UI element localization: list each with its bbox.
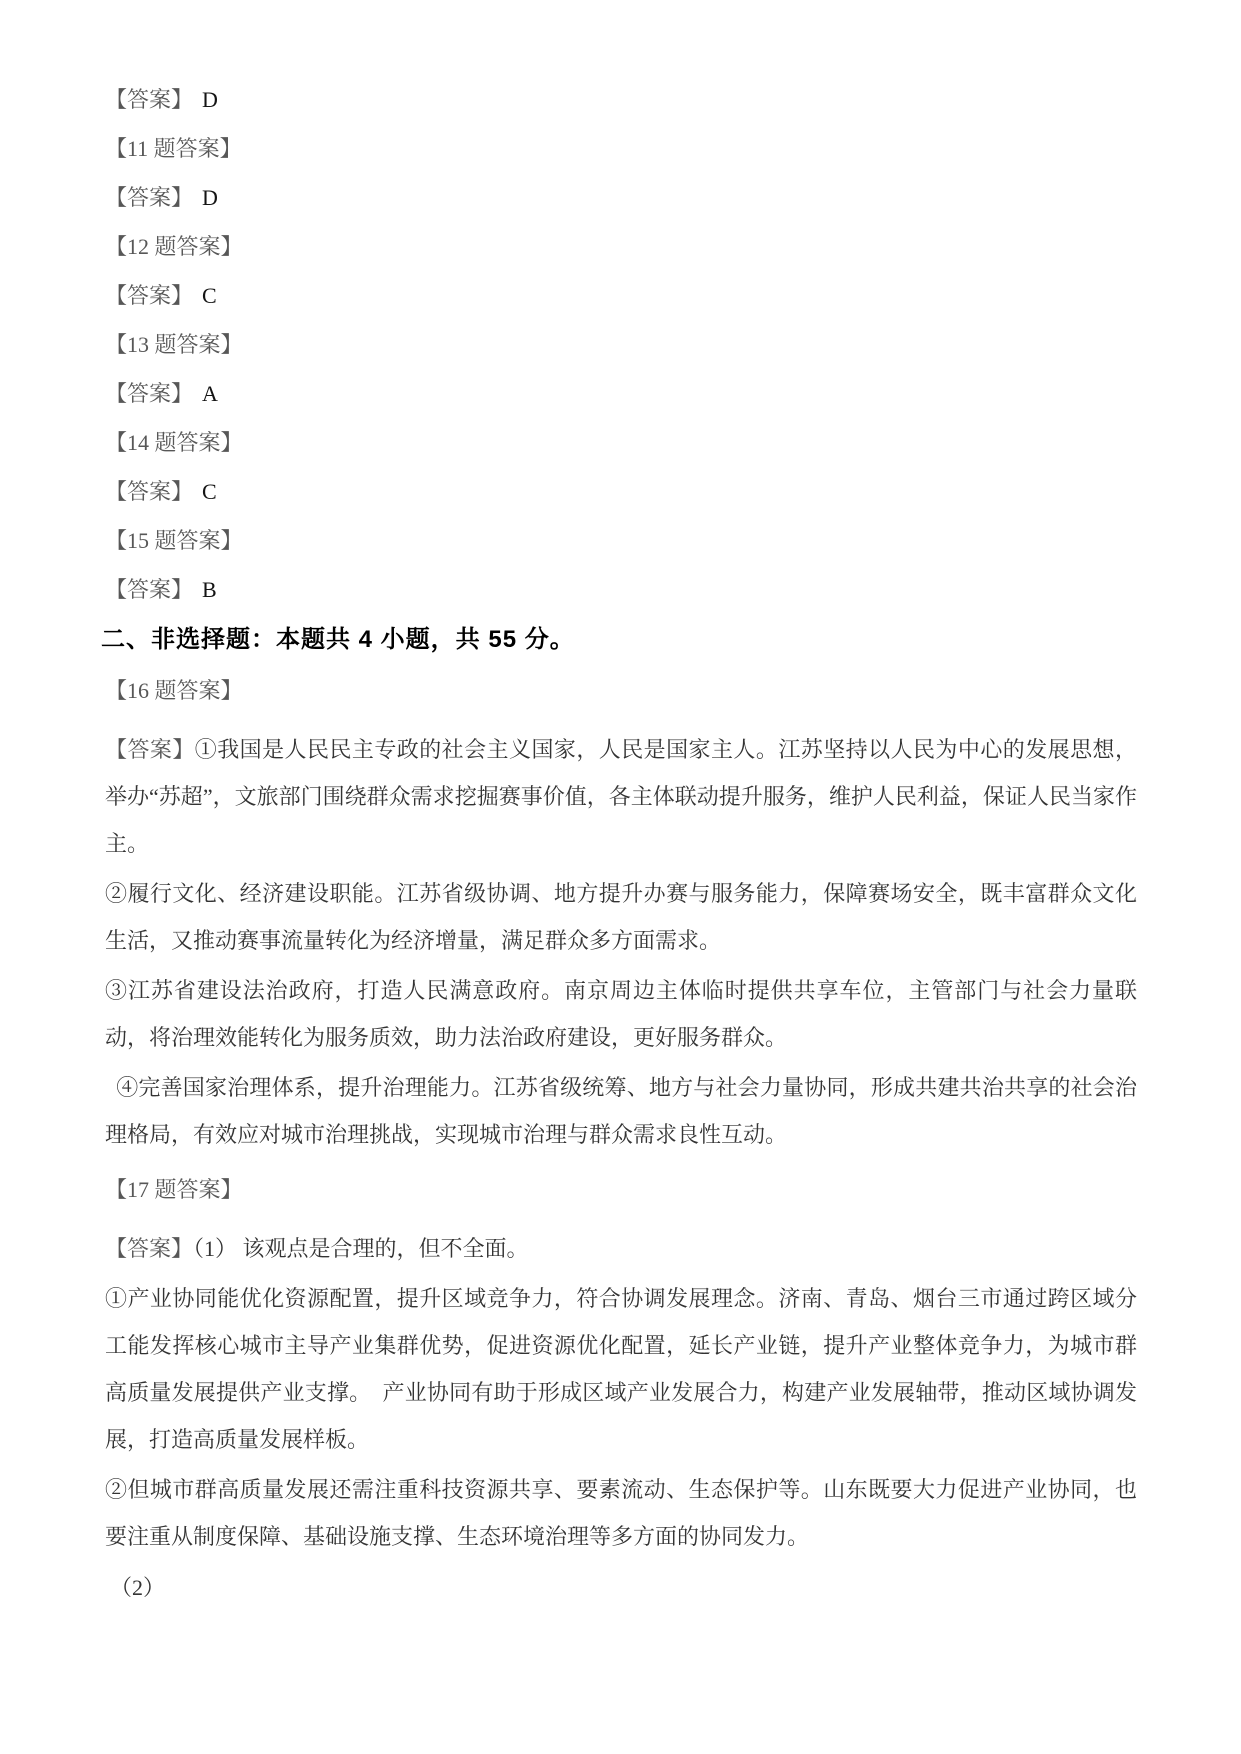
section-heading: 二、非选择题：本题共 4 小题，共 55 分。 <box>101 626 575 653</box>
question16-answer-paragraph: ④完善国家治理体系，提升治理能力。江苏省级统筹、地方与社会力量协同，形成共建共治共享的社会治理格局，有效应对城市治理挑战，实现城市治理与群众需求良性互动。 <box>105 1075 1137 1147</box>
question-answer-heading <box>105 331 1137 359</box>
question-answer-heading <box>105 135 1137 163</box>
answer-letter: C <box>202 479 217 504</box>
answer-letter: D <box>202 87 218 112</box>
answer-letter: A <box>202 381 218 406</box>
answer-label: 【答案】 <box>105 283 194 308</box>
question17-answer-paragraph: ①产业协同能优化资源配置，提升区域竞争力，符合协调发展理念。济南、青岛、烟台三市通过跨区域分工能发挥核心城市主导产业集群优势，促进资源优化配置，延长产业链，提升产业整体竞争力，为城市群高质量发展提供产业支撑。 产业协同有助于形成区域产业发展合力，构建产业发展轴带，推动区域协调发展，打造高质量发展样板。 <box>105 1286 1137 1452</box>
answer-label: 【答案】 <box>105 381 194 406</box>
question-label: 【11 题答案】 <box>105 136 242 161</box>
answer-text: （1） 该观点是合理的，但不全面。 <box>193 1236 529 1261</box>
question-label: 【14 题答案】 <box>105 430 243 455</box>
answer-label: 【答案】 <box>105 479 194 504</box>
question-answer-heading <box>105 233 1137 261</box>
question16-answer-paragraph: ②履行文化、经济建设职能。江苏省级协调、地方提升办赛与服务能力，保障赛场安全，既丰富群众文化生活，又推动赛事流量转化为经济增量，满足群众多方面需求。 <box>105 881 1137 953</box>
question16-label: 【16 题答案】 <box>105 678 243 703</box>
question-label: 【15 题答案】 <box>105 528 243 553</box>
choice-answer-line <box>105 86 1137 114</box>
question-answer-heading <box>105 429 1137 457</box>
question-label: 【12 题答案】 <box>105 234 243 259</box>
question-label: 【13 题答案】 <box>105 332 243 357</box>
question17-answer-paragraph: ②但城市群高质量发展还需注重科技资源共享、要素流动、生态保护等。山东既要大力促进产业协同，也要注重从制度保障、基础设施支撑、生态环境治理等多方面的协同发力。 <box>105 1477 1137 1549</box>
choice-answer-line <box>105 478 1137 506</box>
question17-label: 【17 题答案】 <box>105 1177 243 1202</box>
answer-label: 【答案】 <box>105 185 194 210</box>
question16-answer-paragraph <box>105 726 1137 867</box>
choice-answer-line <box>105 184 1137 212</box>
answer-prefix: 【答案】 <box>105 737 195 762</box>
answer-prefix: 【答案】 <box>105 1236 194 1261</box>
choice-answer-line <box>105 576 1137 604</box>
answer-letter: C <box>202 283 217 308</box>
question17-part2-label: （2） <box>110 1575 166 1600</box>
choice-answer-line <box>105 282 1137 310</box>
answer-letter: B <box>202 577 217 602</box>
question17-answer-intro <box>105 1225 1137 1272</box>
answer-label: 【答案】 <box>105 577 194 602</box>
answer-letter: D <box>202 185 218 210</box>
question16-answer-paragraph: ③江苏省建设法治政府，打造人民满意政府。南京周边主体临时提供共享车位，主管部门与社会力量联动，将治理效能转化为服务质效，助力法治政府建设，更好服务群众。 <box>105 978 1137 1050</box>
question-answer-heading <box>105 527 1137 555</box>
answer-text: ①我国是人民民主专政的社会主义国家，人民是国家主人。江苏坚持以人民为中心的发展思想，举办“苏超”，文旅部门围绕群众需求挖掘赛事价值，各主体联动提升服务，维护人民利益，保证人民当家作主。 <box>105 737 1137 856</box>
answer-label: 【答案】 <box>105 87 194 112</box>
choice-answer-line <box>105 380 1137 408</box>
